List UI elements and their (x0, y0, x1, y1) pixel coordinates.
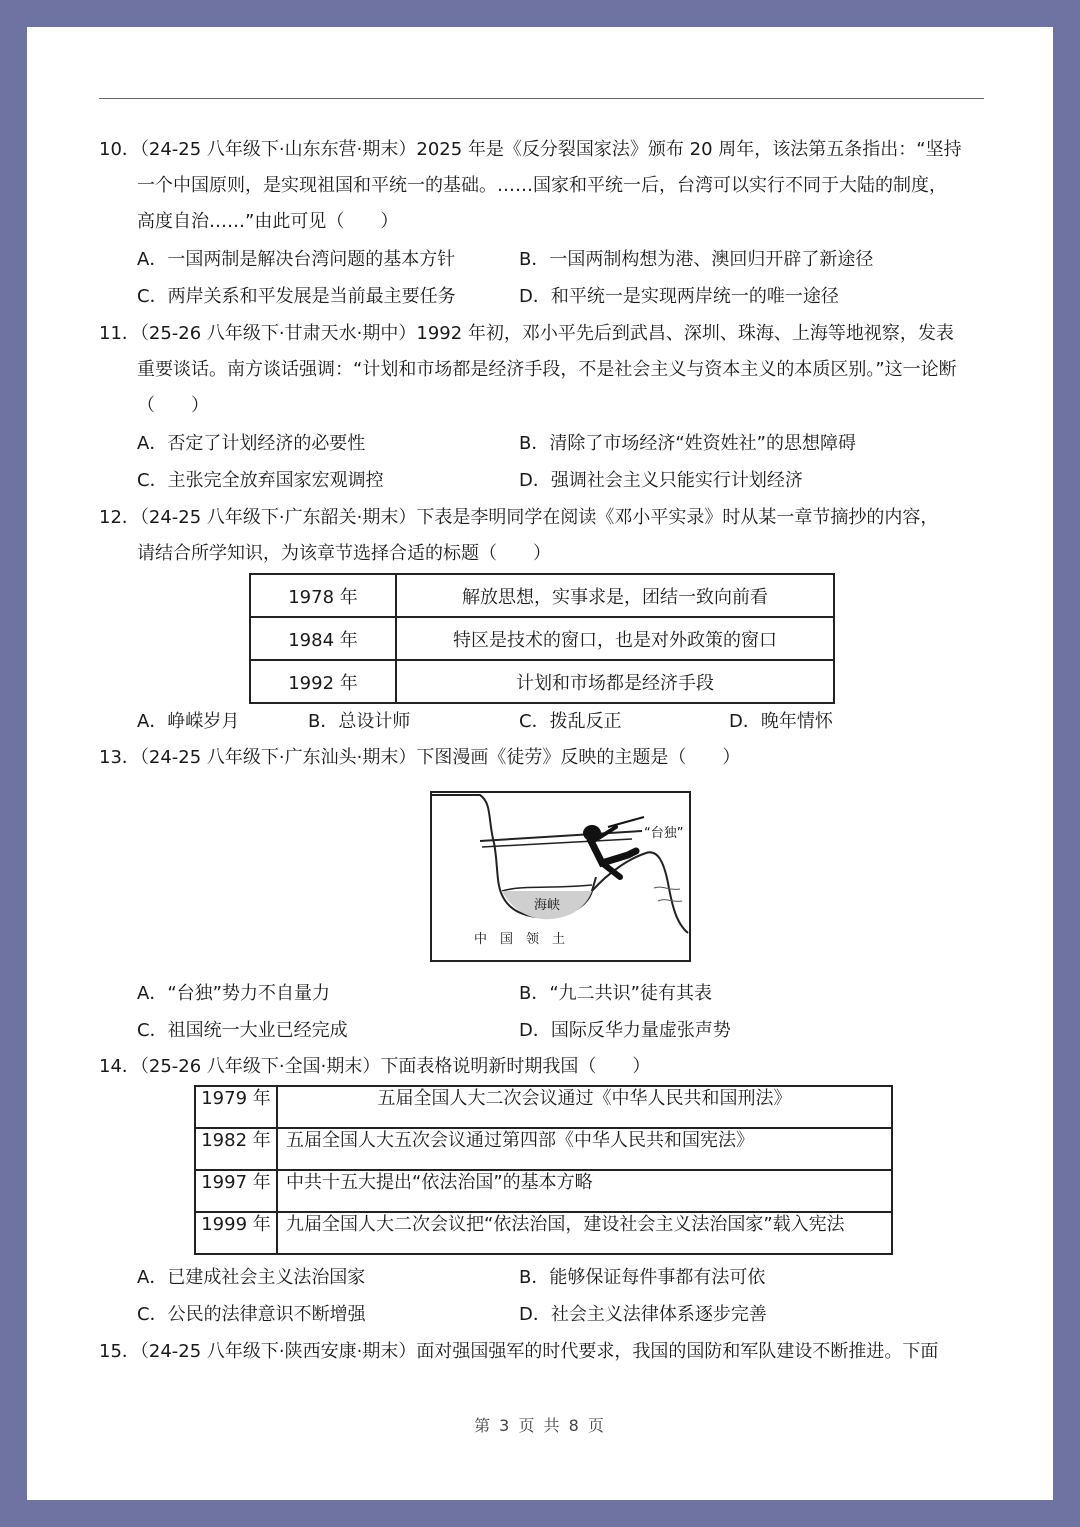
q11-stem-line-3: （ ） (137, 395, 209, 416)
q11-option-c[interactable]: C．主张完全放弃国家宏观调控 (137, 470, 384, 491)
table-row (195, 1212, 892, 1254)
q12-table (249, 573, 835, 704)
table-row (250, 660, 834, 703)
q12-options-row (137, 707, 1017, 737)
q12-option-c[interactable]: C．拨乱反正 (519, 711, 622, 732)
exam-page (27, 27, 1053, 1500)
table-row (195, 1086, 892, 1128)
q13-stem-line-1: 13．（24-25 八年级下·广东汕头·期末）下图漫画《徒劳》反映的主题是（ ） (99, 747, 741, 768)
q15-stem-line-1: 15．（24-25 八年级下·陕西安康·期末）面对强国强军的时代要求，我国的国防和军队建设不断推进。下面 (99, 1341, 939, 1362)
cartoon-drawing (432, 793, 689, 960)
q13-options-row-1 (137, 979, 1017, 1009)
q13-option-b[interactable]: B．“九二共识”徒有其表 (519, 983, 712, 1004)
header-rule (99, 98, 984, 99)
q10-options-row-2 (137, 282, 1017, 312)
q11-stem-line-2: 重要谈话。南方谈话强调：“计划和市场都是经济手段，不是社会主义与资本主义的本质区别。”这一论断 (137, 359, 957, 380)
q13-option-a[interactable]: A．“台独”势力不自量力 (137, 983, 330, 1004)
q13-cartoon-image (430, 791, 691, 962)
q12-option-b[interactable]: B．总设计师 (308, 711, 411, 732)
q14-event-cell: 九届全国人大二次会议把“依法治国，建设社会主义法治国家”载入宪法 (277, 1212, 892, 1254)
q10-options-row-1 (137, 245, 1017, 275)
q14-option-d[interactable]: D．社会主义法律体系逐步完善 (519, 1304, 767, 1325)
q11-options-row-1 (137, 429, 1017, 459)
q14-year-cell: 1979 年 (195, 1086, 277, 1128)
table-row (195, 1128, 892, 1170)
q13-option-c[interactable]: C．祖国统一大业已经完成 (137, 1020, 348, 1041)
q12-stem-line-1: 12．（24-25 八年级下·广东韶关·期末）下表是李明同学在阅读《邓小平实录》时从某一章节摘抄的内容， (99, 507, 939, 528)
table-row (250, 617, 834, 660)
q12-event-cell: 特区是技术的窗口，也是对外政策的窗口 (396, 617, 834, 660)
q12-stem-line-2: 请结合所学知识，为该章节选择合适的标题（ ） (137, 543, 551, 564)
q14-year-cell: 1997 年 (195, 1170, 277, 1212)
q14-option-b[interactable]: B．能够保证每件事都有法可依 (519, 1267, 766, 1288)
q10-option-b[interactable]: B．一国两制构想为港、澳回归开辟了新途径 (519, 249, 874, 270)
cartoon-label-territory: 中 国 领 土 (474, 932, 566, 947)
q10-stem-line-1: 10．（24-25 八年级下·山东东营·期末）2025 年是《反分裂国家法》颁布 20 周年，该法第五条指出：“坚持 (99, 139, 962, 160)
q11-option-b[interactable]: B．清除了市场经济“姓资姓社”的思想障碍 (519, 433, 856, 454)
table-row (195, 1170, 892, 1212)
q14-event-cell: 中共十五大提出“依法治国”的基本方略 (277, 1170, 892, 1212)
q11-option-d[interactable]: D．强调社会主义只能实行计划经济 (519, 470, 803, 491)
q14-year-cell: 1999 年 (195, 1212, 277, 1254)
q12-year-cell: 1992 年 (250, 660, 396, 703)
q12-option-a[interactable]: A．峥嵘岁月 (137, 711, 240, 732)
q14-table (194, 1085, 893, 1255)
q10-option-c[interactable]: C．两岸关系和平发展是当前最主要任务 (137, 286, 456, 307)
q14-event-cell: 五届全国人大五次会议通过第四部《中华人民共和国宪法》 (277, 1128, 892, 1170)
q10-stem-line-2: 一个中国原则，是实现祖国和平统一的基础。……国家和平统一后，台湾可以实行不同于大陆的制度， (137, 175, 947, 196)
q10-option-a[interactable]: A．一国两制是解决台湾问题的基本方针 (137, 249, 456, 270)
q12-option-d[interactable]: D．晚年情怀 (729, 711, 833, 732)
q14-event-cell: 五届全国人大二次会议通过《中华人民共和国刑法》 (277, 1086, 892, 1128)
page-footer: 第 3 页 共 8 页 (474, 1416, 606, 1435)
q14-option-a[interactable]: A．已建成社会主义法治国家 (137, 1267, 366, 1288)
table-row (250, 574, 834, 617)
q11-stem-line-1: 11．（25-26 八年级下·甘肃天水·期中）1992 年初，邓小平先后到武昌、深圳、珠海、上海等地视察，发表 (99, 323, 954, 344)
q13-options-row-2 (137, 1016, 1017, 1046)
q11-options-row-2 (137, 466, 1017, 496)
q14-stem-line-1: 14．（25-26 八年级下·全国·期末）下面表格说明新时期我国（ ） (99, 1056, 651, 1077)
cartoon-label-taidu: “台独” (644, 826, 684, 841)
cartoon-label-strait: 海峡 (534, 898, 561, 913)
q12-event-cell: 计划和市场都是经济手段 (396, 660, 834, 703)
q12-year-cell: 1984 年 (250, 617, 396, 660)
q13-option-d[interactable]: D．国际反华力量虚张声势 (519, 1020, 731, 1041)
q14-year-cell: 1982 年 (195, 1128, 277, 1170)
q12-event-cell: 解放思想，实事求是，团结一致向前看 (396, 574, 834, 617)
q10-option-d[interactable]: D．和平统一是实现两岸统一的唯一途径 (519, 286, 839, 307)
q10-stem-line-3: 高度自治……”由此可见（ ） (137, 211, 399, 232)
q14-options-row-1 (137, 1263, 1017, 1293)
q12-year-cell: 1978 年 (250, 574, 396, 617)
q11-option-a[interactable]: A．否定了计划经济的必要性 (137, 433, 366, 454)
q14-option-c[interactable]: C．公民的法律意识不断增强 (137, 1304, 366, 1325)
q14-options-row-2 (137, 1300, 1017, 1330)
